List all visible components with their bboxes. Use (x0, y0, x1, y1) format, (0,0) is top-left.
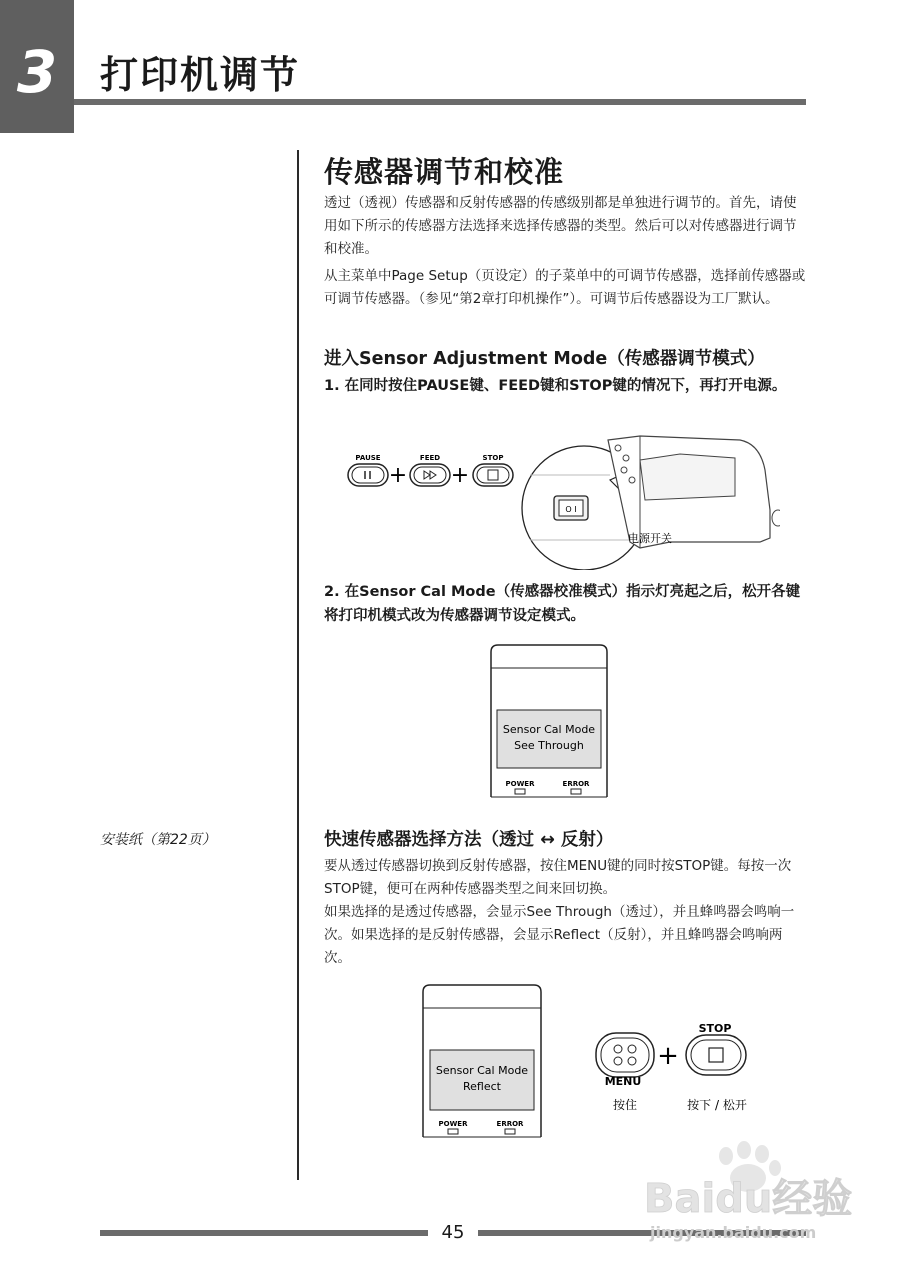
plus-sign-3: + (657, 1041, 679, 1071)
chapter-number: 3 (16, 38, 58, 106)
lcd-panel-see-through (490, 644, 608, 798)
watermark-brand: Baidu经验 (644, 1176, 853, 1222)
stop-key-label: STOP (482, 454, 504, 462)
section-paragraph-2: 从主菜单中Page Setup（页设定）的子菜单中的可调节传感器，选择前传感器或可调节传感器。（参见“第2章打印机操作”）。可调节后传感器设为工厂默认。 (324, 268, 806, 307)
feed-key-label: FEED (419, 454, 441, 462)
printer-panel (640, 454, 735, 500)
error-led (571, 789, 581, 794)
section-title: 传感器调节和校准 (324, 155, 565, 189)
subsection-title-adjust: 进入Sensor Adjustment Mode（传感器调节模式） (324, 349, 765, 369)
error-led (505, 1129, 515, 1134)
hold-caption: 按住 (612, 1098, 638, 1112)
power-led-label: POWER (438, 1120, 468, 1128)
power-led-label: POWER (505, 780, 535, 788)
menu-stop-figure (590, 1018, 770, 1118)
press-release-caption: 按下 / 松开 (687, 1098, 747, 1112)
step-2: 2. 在Sensor Cal Mode（传感器校准模式）指示灯亮起之后，松开各键将打印机模式改为传感器调节设定模式。 (324, 584, 801, 624)
error-led-label: ERROR (562, 780, 590, 788)
lcd-line-1: Sensor Cal Mode (502, 723, 596, 736)
lcd-panel-reflect (422, 984, 542, 1138)
chapter-title: 打印机调节 (100, 53, 301, 97)
side-note: 安装纸（第22页） (100, 832, 216, 848)
quick-paragraph-2: 如果选择的是透过传感器，会显示See Through（透过），并且蜂鸣器会鸣响一次。如果选择的是反射传感器，会显示Reflect（反射），并且蜂鸣器会鸣响两次。 (324, 904, 795, 966)
menu-key-label: MENU (604, 1075, 642, 1088)
stop-key-label: STOP (698, 1022, 732, 1035)
column-divider (297, 150, 299, 1180)
plus-sign-2: + (450, 463, 470, 488)
power-switch-markings: O I (565, 505, 577, 514)
step-1: 1. 在同时按住PAUSE键、FEED键和STOP键的情况下，再打开电源。 (324, 378, 787, 394)
pause-key-label: PAUSE (355, 454, 381, 462)
subsection-title-quick: 快速传感器选择方法（透过 ↔ 反射） (324, 830, 614, 850)
power-led (515, 789, 525, 794)
key-combination-figure (340, 430, 780, 570)
baidu-watermark (640, 1140, 860, 1250)
footer-rule-left (100, 1230, 428, 1236)
watermark-url: jingyan.baidu.com (650, 1223, 817, 1242)
power-switch-label: 电源开关 (628, 532, 672, 545)
lcd-line-1: Sensor Cal Mode (435, 1064, 529, 1077)
quick-paragraph-1: 要从透过传感器切换到反射传感器，按住MENU键的同时按STOP键。每按一次STOP键，便可在两种传感器类型之间来回切换。 (324, 858, 792, 897)
page-number: 45 (441, 1222, 465, 1243)
chapter-rule (74, 99, 806, 105)
lcd-line-2: Reflect (463, 1080, 501, 1093)
lcd-line-2: See Through (514, 739, 584, 752)
error-led-label: ERROR (496, 1120, 524, 1128)
section-paragraph-1: 透过（透视）传感器和反射传感器的传感级别都是单独进行调节的。首先，请使用如下所示的传感器方法选择来选择传感器的类型。然后可以对传感器进行调节和校准。 (324, 195, 797, 257)
power-led (448, 1129, 458, 1134)
plus-sign-1: + (388, 463, 408, 488)
